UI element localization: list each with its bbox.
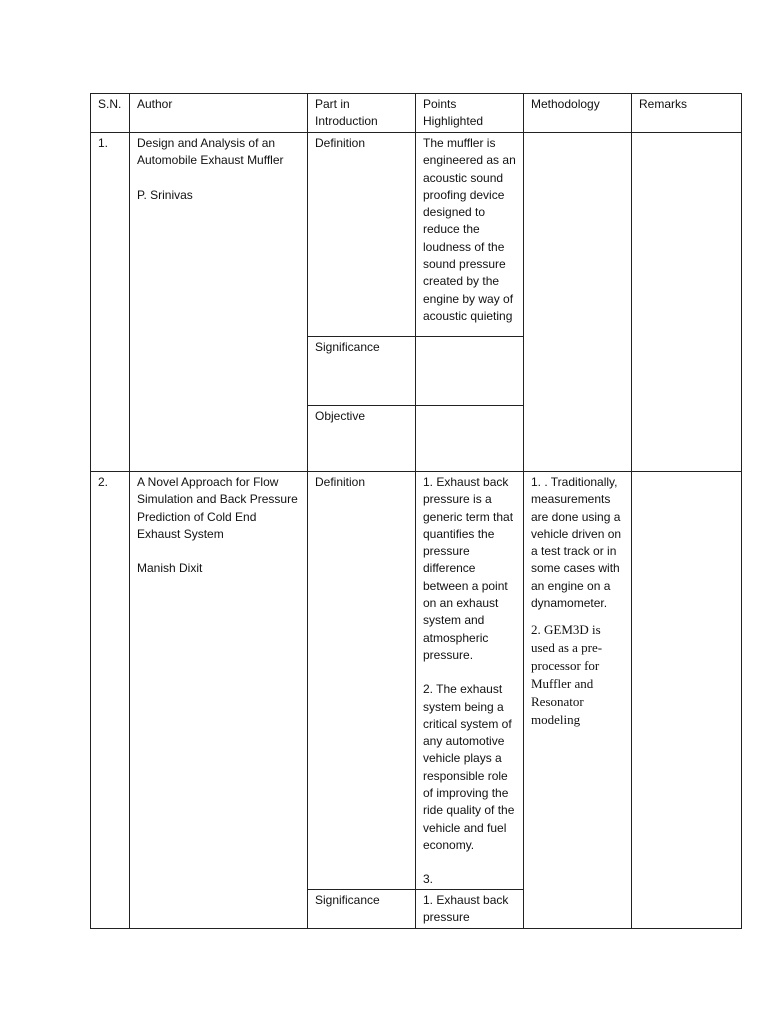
header-author: Author	[130, 94, 308, 133]
row2-paper-title: A Novel Approach for Flow Simulation and Back Pressure Prediction of Cold End Exhaust System	[137, 475, 298, 541]
row1-part-definition: Definition	[308, 133, 416, 337]
row1-author-name: P. Srinivas	[137, 187, 193, 202]
row2-methodology	[524, 472, 632, 929]
header-points-highlighted: Points Highlighted	[416, 94, 524, 133]
table-row	[91, 133, 742, 337]
row2-points-significance: 1. Exhaust back pressure	[416, 889, 524, 928]
row1-points-significance	[416, 337, 524, 406]
row2-definition-point-3: 3.	[423, 872, 434, 887]
row1-points-definition: The muffler is engineered as an acoustic sound proofing device designed to reduce the loudness of the sound pressure created by the engine by way of acoustic quieting	[416, 133, 524, 337]
header-sn: S.N.	[91, 94, 130, 133]
row2-methodology-1: 1. . Traditionally, measurements are done using a vehicle driven on a test track or in some cases with an engine on a dynamometer.	[531, 475, 622, 611]
row1-points-objective	[416, 406, 524, 472]
row2-definition-point-2: 2. The exhaust system being a critical system of any automotive vehicle plays a responsible role of improving the ride quality of the vehicle and fuel economy.	[423, 682, 515, 852]
table-header-row	[91, 94, 742, 133]
row2-points-definition	[416, 472, 524, 890]
row2-author-name: Manish Dixit	[137, 561, 203, 576]
row2-definition-point-1: 1. Exhaust back pressure is a generic term that quantifies the pressure difference between a point on an exhaust system and atmospheric pressure.	[423, 475, 514, 662]
row2-remarks	[632, 472, 742, 929]
row1-part-significance: Significance	[308, 337, 416, 406]
row2-part-significance: Significance	[308, 889, 416, 928]
row1-paper-title: Design and Analysis of an Automobile Exhaust Muffler	[137, 136, 284, 168]
row2-methodology-2: 2. GEM3D is used as a pre-processor for Muffler and Resonator modeling	[531, 622, 603, 728]
row1-sn: 1.	[91, 133, 130, 472]
row1-methodology	[524, 133, 632, 472]
header-methodology: Methodology	[524, 94, 632, 133]
row1-author-cell	[130, 133, 308, 472]
row2-author-cell	[130, 472, 308, 929]
row2-part-definition: Definition	[308, 472, 416, 890]
row1-remarks	[632, 133, 742, 472]
header-part-in-introduction: Part in Introduction	[308, 94, 416, 133]
row2-sn: 2.	[91, 472, 130, 929]
header-remarks: Remarks	[632, 94, 742, 133]
table-row	[91, 472, 742, 890]
row1-part-objective: Objective	[308, 406, 416, 472]
literature-review-table	[90, 93, 742, 929]
